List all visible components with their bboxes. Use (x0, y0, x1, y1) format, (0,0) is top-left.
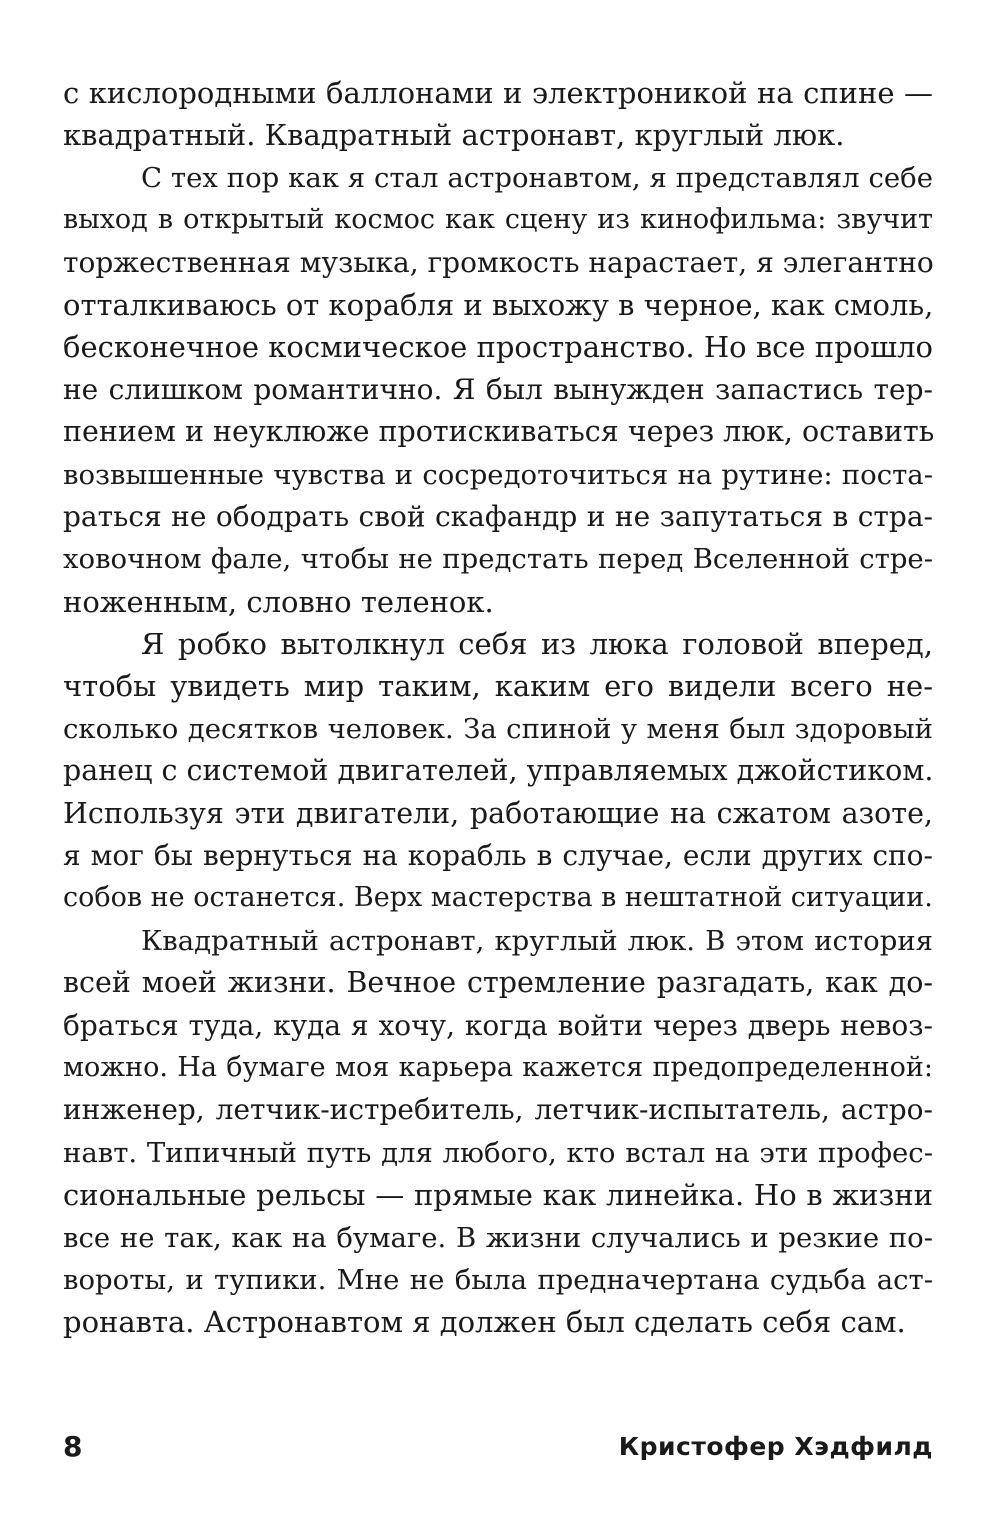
text-line: я мог бы вернуться на корабль в случае, если других спо- (63, 839, 933, 873)
text-line: инженер, летчик-истребитель, летчик-испытатель, астро- (63, 1093, 933, 1127)
text-line: всей моей жизни. Вечное стремление разгадать, как до- (63, 966, 933, 1000)
text-line: все не так, как на бумаге. В жизни случались и резкие по- (63, 1221, 933, 1254)
text-line: торжественная музыка, громкость нарастает, я элегантно (63, 245, 934, 279)
text-line: можно. На бумаге моя карьера кажется предопределенной: (63, 1051, 933, 1083)
text-line: Используя эти двигатели, работающие на сжатом азоте, (63, 796, 933, 830)
text-line: браться туда, куда я хочу, когда войти через дверь невоз- (63, 1008, 933, 1042)
text-line: ноженным, словно теленок. (63, 584, 494, 619)
text-line: раться не ободрать свой скафандр и не запутаться в стра- (63, 499, 933, 533)
text-line: ховочном фале, чтобы не предстать перед Вселенной стре- (63, 543, 933, 576)
text-line: квадратный. Квадратный астронавт, круглый люк. (63, 118, 845, 153)
text-line: ранец с системой двигателей, управляемых джойстиком. (63, 754, 934, 788)
page-number: 8 (63, 1430, 83, 1463)
text-line: собов не останется. Верх мастерства в нештатной ситуации. (63, 882, 933, 914)
text-line: Я робко вытолкнул себя из люка головой вперед, (141, 627, 933, 662)
text-line: навт. Типичный путь для любого, кто встал на эти профес- (63, 1136, 933, 1169)
text-line: сколько десятков человек. За спиной у меня был здоровый (63, 712, 933, 745)
text-line: вороты, и тупики. Мне не была предначертана судьба аст- (63, 1263, 933, 1296)
text-line: чтобы увидеть мир таким, каким его видели всего не- (63, 669, 933, 704)
page-footer (63, 1427, 933, 1467)
body-text (63, 72, 933, 1344)
text-line: Квадратный астронавт, круглый люк. В этом история (141, 924, 933, 957)
text-line: пением и неуклюже протискиваться через люк, оставить (63, 415, 935, 449)
text-line: С тех пор как я стал астронавтом, я представлял себе (141, 161, 933, 194)
text-line: выход в открытый космос как сцену из кинофильма: звучит (63, 204, 933, 236)
text-line: возвышенные чувства и сосредоточиться на рутине: поста- (63, 458, 933, 491)
text-line: не слишком романтично. Я был вынужден запастись тер- (63, 372, 933, 406)
text-line: с кислородными баллонами и электроникой на спине — (63, 76, 933, 110)
text-line: бесконечное космическое пространство. Но все прошло (63, 330, 933, 365)
text-line: ронавта. Астронавтом я должен был сделать себя сам. (63, 1305, 906, 1340)
running-footer-author: Кристофер Хэдфилд (618, 1432, 933, 1461)
text-line: отталкиваюсь от корабля и выхожу в черное, как смоль, (63, 287, 934, 322)
text-line: сиональные рельсы — прямые как линейка. Но в жизни (63, 1178, 933, 1213)
